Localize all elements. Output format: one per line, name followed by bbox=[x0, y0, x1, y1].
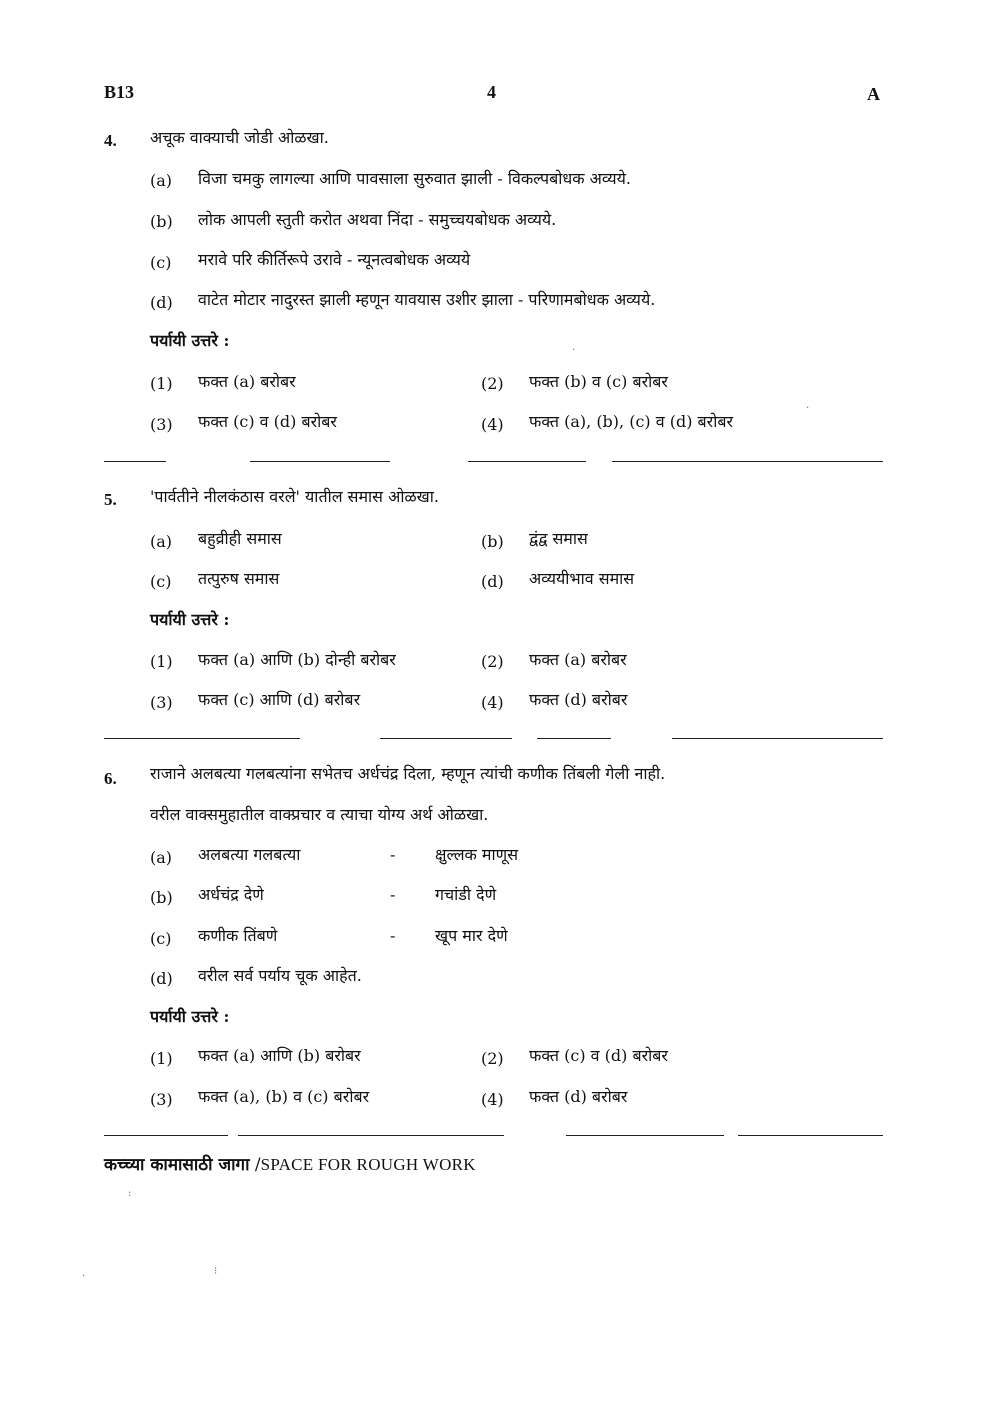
rough-work-marathi: कच्च्या कामासाठी जागा bbox=[104, 1155, 250, 1175]
option-text: विजा चमकु लागल्या आणि पावसाला सुरुवात झाली - विकल्पबोधक अव्यये. bbox=[198, 169, 631, 188]
scan-speck: : bbox=[128, 1188, 132, 1199]
option-phrase: कणीक तिंबणे bbox=[198, 926, 278, 945]
answer-label: (4) bbox=[481, 693, 504, 712]
rough-work-separator: / bbox=[249, 1155, 261, 1175]
option-phrase: वरील सर्व पर्याय चूक आहेत. bbox=[198, 966, 362, 985]
question-stem: राजाने अलबत्या गलबत्यांना सभेतच अर्धचंद्र दिला, म्हणून त्यांची कणीक तिंबली गेली नाही. bbox=[150, 764, 666, 783]
option-text: तत्पुरुष समास bbox=[198, 569, 280, 588]
option-label: (d) bbox=[150, 293, 173, 312]
answer-text: फक्त (a) बरोबर bbox=[529, 650, 627, 669]
option-text: बहुव्रीही समास bbox=[198, 529, 282, 548]
option-meaning: गचांडी देणे bbox=[435, 885, 497, 904]
answer-text: फक्त (c) व (d) बरोबर bbox=[529, 1046, 668, 1065]
question-stem: अचूक वाक्याची जोडी ओळखा. bbox=[150, 128, 329, 147]
option-text: द्वंद्व समास bbox=[529, 529, 588, 548]
option-text: लोक आपली स्तुती करोत अथवा निंदा - समुच्चयबोधक अव्यये. bbox=[198, 210, 557, 229]
page-number: 4 bbox=[487, 82, 496, 102]
answer-text: फक्त (a), (b), (c) व (d) बरोबर bbox=[529, 412, 734, 431]
answer-label: (4) bbox=[481, 415, 504, 434]
answer-text: फक्त (a) आणि (b) बरोबर bbox=[198, 1046, 361, 1065]
answer-text: फक्त (d) बरोबर bbox=[529, 690, 628, 709]
option-label: (c) bbox=[150, 929, 172, 948]
option-dash: - bbox=[390, 885, 396, 904]
option-label: (b) bbox=[481, 532, 504, 551]
answer-label: (1) bbox=[150, 1049, 173, 1068]
option-label: (b) bbox=[150, 888, 173, 907]
answer-text: फक्त (a), (b) व (c) बरोबर bbox=[198, 1087, 370, 1106]
answer-label: (1) bbox=[150, 374, 173, 393]
option-label: (d) bbox=[481, 572, 504, 591]
answer-text: फक्त (a) बरोबर bbox=[198, 372, 296, 391]
rough-work-label bbox=[104, 1155, 476, 1175]
option-phrase: अर्धचंद्र देणे bbox=[198, 885, 264, 904]
option-label: (a) bbox=[150, 171, 173, 190]
question-number: 4. bbox=[104, 131, 117, 150]
answer-text: फक्त (b) व (c) बरोबर bbox=[529, 372, 668, 391]
rough-work-english: SPACE FOR ROUGH WORK bbox=[260, 1155, 476, 1174]
answer-label: (2) bbox=[481, 374, 504, 393]
option-label: (c) bbox=[150, 253, 172, 272]
question-number: 5. bbox=[104, 490, 117, 509]
answer-text: फक्त (c) आणि (d) बरोबर bbox=[198, 690, 361, 709]
scan-speck: ⁝ bbox=[214, 1266, 218, 1277]
option-phrase: अलबत्या गलबत्या bbox=[198, 845, 301, 864]
scan-speck: . bbox=[82, 1268, 86, 1279]
option-label: (b) bbox=[150, 212, 173, 231]
answer-text: फक्त (a) आणि (b) दोन्ही बरोबर bbox=[198, 650, 396, 669]
alternative-answers-heading: पर्यायी उत्तरे : bbox=[150, 1007, 230, 1026]
alternative-answers-heading: पर्यायी उत्तरे : bbox=[150, 331, 230, 350]
answer-text: फक्त (d) बरोबर bbox=[529, 1087, 628, 1106]
option-dash: - bbox=[390, 845, 396, 864]
scan-speck: . bbox=[572, 342, 576, 353]
answer-label: (3) bbox=[150, 415, 173, 434]
question-stem: 'पार्वतीने नीलकंठास वरले' यातील समास ओळखा. bbox=[150, 487, 439, 506]
option-label: (c) bbox=[150, 572, 172, 591]
option-label: (a) bbox=[150, 532, 173, 551]
option-meaning: क्षुल्लक माणूस bbox=[435, 845, 519, 864]
answer-text: फक्त (c) व (d) बरोबर bbox=[198, 412, 337, 431]
question-number: 6. bbox=[104, 769, 117, 788]
answer-label: (3) bbox=[150, 693, 173, 712]
answer-label: (2) bbox=[481, 1049, 504, 1068]
option-text: मरावे परि कीर्तिरूपे उरावे - न्यूनत्वबोधक अव्यये bbox=[198, 250, 471, 269]
option-meaning: खूप मार देणे bbox=[435, 926, 508, 945]
option-label: (a) bbox=[150, 848, 173, 867]
page-code: B13 bbox=[104, 82, 135, 102]
answer-label: (4) bbox=[481, 1090, 504, 1109]
answer-label: (3) bbox=[150, 1090, 173, 1109]
paper-set: A bbox=[867, 84, 880, 104]
answer-label: (1) bbox=[150, 652, 173, 671]
scan-speck: . bbox=[806, 400, 810, 411]
alternative-answers-heading: पर्यायी उत्तरे : bbox=[150, 610, 230, 629]
option-text: अव्ययीभाव समास bbox=[529, 569, 635, 588]
option-dash: - bbox=[390, 926, 396, 945]
option-text: वाटेत मोटार नादुरस्त झाली म्हणून यावयास उशीर झाला - परिणामबोधक अव्यये. bbox=[198, 290, 656, 309]
answer-label: (2) bbox=[481, 652, 504, 671]
question-stem-continued: वरील वाक्समुहातील वाक्प्रचार व त्याचा योग्य अर्थ ओळखा. bbox=[150, 805, 489, 824]
option-label: (d) bbox=[150, 969, 173, 988]
